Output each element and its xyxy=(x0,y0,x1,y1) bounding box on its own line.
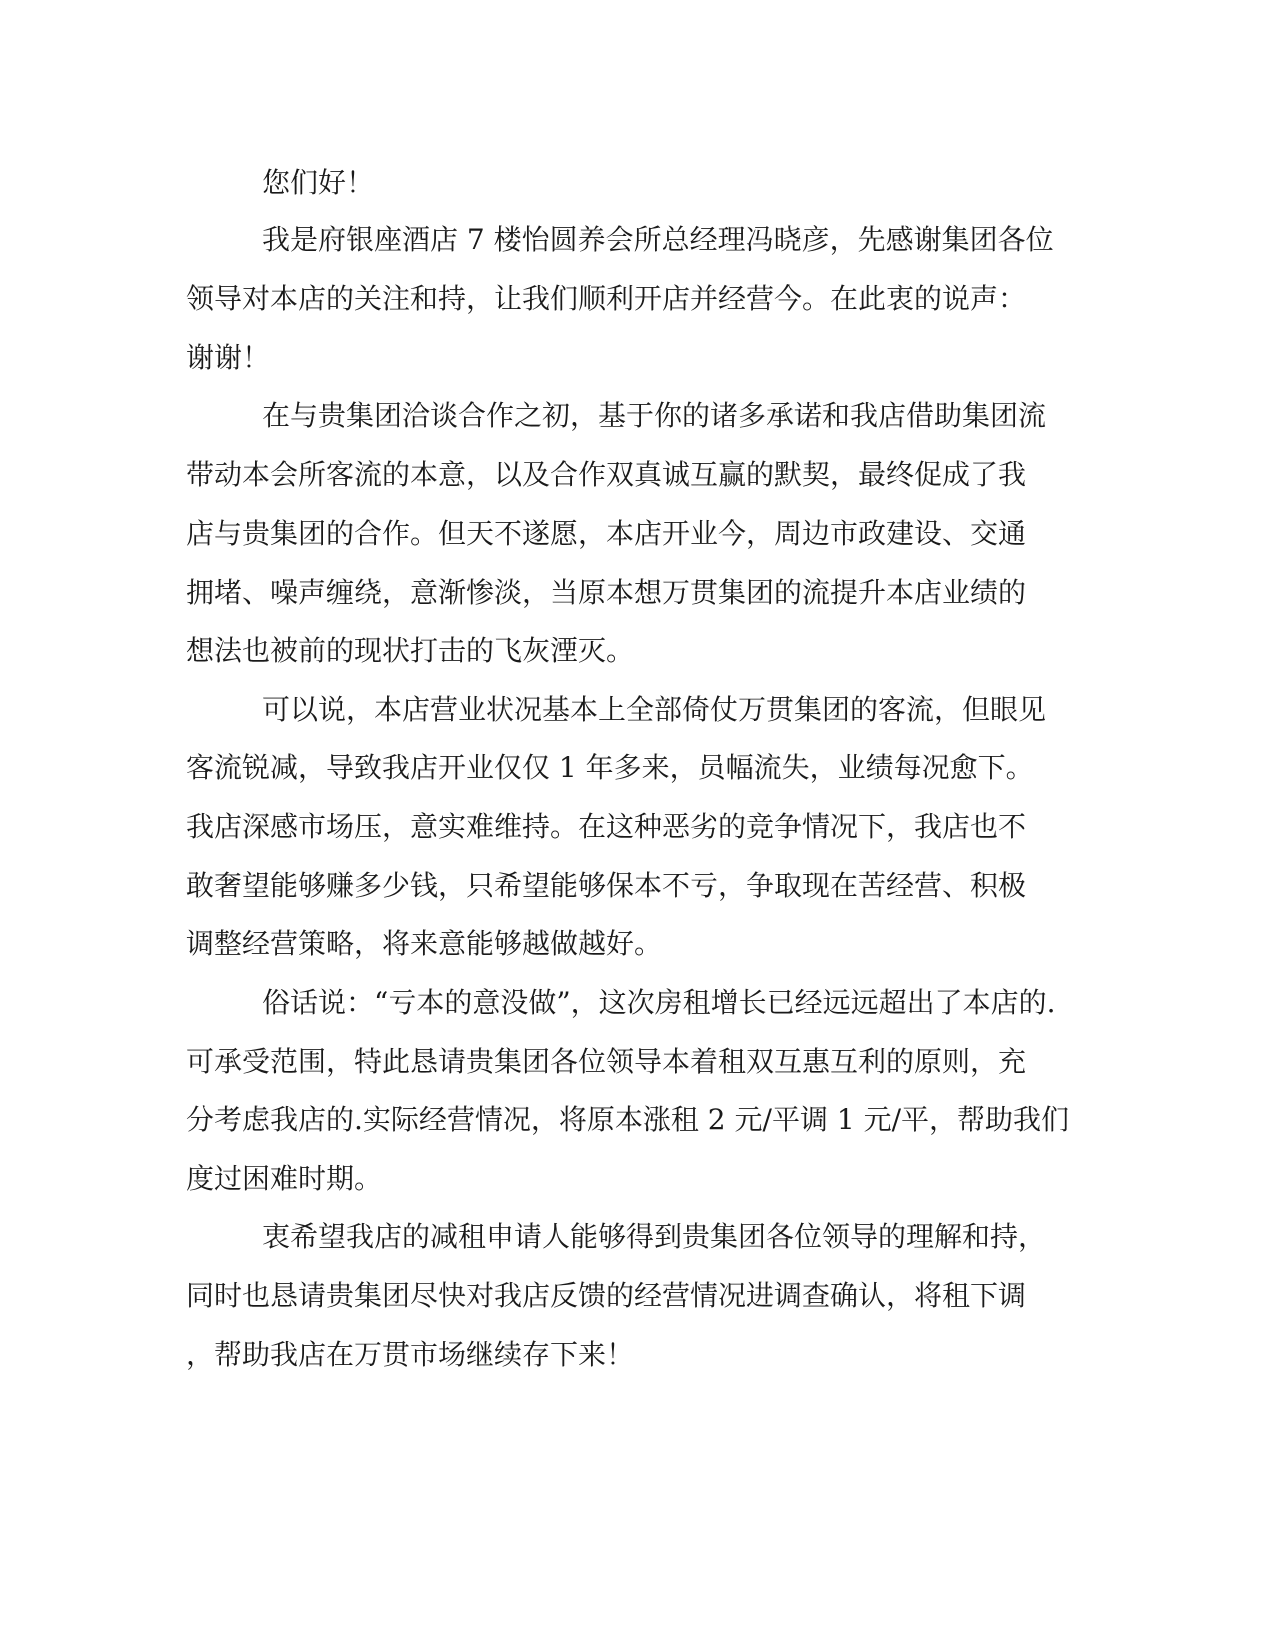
paragraph-2-line-4: 拥堵、噪声缠绕，意渐惨淡，当原本想万贯集团的流提升本店业绩的 xyxy=(186,576,1027,609)
paragraph-3-line-1: 可以说，本店营业状况基本上全部倚仗万贯集团的客流，但眼见 xyxy=(262,693,1047,726)
paragraph-5-line-1: 衷希望我店的减租申请人能够得到贵集团各位领导的理解和持， xyxy=(262,1220,1047,1253)
paragraph-4-line-4: 度过困难时期。 xyxy=(186,1162,383,1195)
paragraph-4-line-1: 俗话说：“亏本的意没做”，这次房租增长已经远远超出了本店的. xyxy=(262,986,1056,1019)
paragraph-1-line-3: 谢谢！ xyxy=(186,341,271,374)
paragraph-4-line-2: 可承受范围，特此恳请贵集团各位领导本着租双互惠互利的原则，充 xyxy=(186,1045,1027,1078)
paragraph-1-line-1: 我是府银座酒店 7 楼怡圆养会所总经理冯晓彦，先感谢集团各位 xyxy=(262,223,1054,256)
paragraph-1-line-2: 领导对本店的关注和持，让我们顺利开店并经营今。在此衷的说声： xyxy=(186,282,1027,315)
paragraph-5-line-3: ，帮助我店在万贯市场继续存下来！ xyxy=(186,1338,635,1371)
paragraph-2-line-5: 想法也被前的现状打击的飞灰湮灭。 xyxy=(186,634,635,667)
paragraph-2-line-3: 店与贵集团的合作。但天不遂愿，本店开业今，周边市政建设、交通 xyxy=(186,517,1027,550)
paragraph-3-line-3: 我店深感市场压，意实难维持。在这种恶劣的竞争情况下，我店也不 xyxy=(186,810,1027,843)
paragraph-3-line-5: 调整经营策略，将来意能够越做越好。 xyxy=(186,927,663,960)
paragraph-3-line-2: 客流锐减，导致我店开业仅仅 1 年多来，员幅流失，业绩每况愈下。 xyxy=(186,751,1034,784)
paragraph-4-line-3: 分考虑我店的.实际经营情况，将原本涨租 2 元/平调 1 元/平，帮助我们 xyxy=(186,1103,1070,1136)
greeting-line: 您们好！ xyxy=(262,166,375,199)
paragraph-2-line-1: 在与贵集团洽谈合作之初，基于你的诸多承诺和我店借助集团流 xyxy=(262,399,1047,432)
paragraph-3-line-4: 敢奢望能够赚多少钱，只希望能够保本不亏，争取现在苦经营、积极 xyxy=(186,869,1027,902)
paragraph-2-line-2: 带动本会所客流的本意，以及合作双真诚互赢的默契，最终促成了我 xyxy=(186,458,1027,491)
paragraph-5-line-2: 同时也恳请贵集团尽快对我店反馈的经营情况进调查确认，将租下调 xyxy=(186,1279,1027,1312)
